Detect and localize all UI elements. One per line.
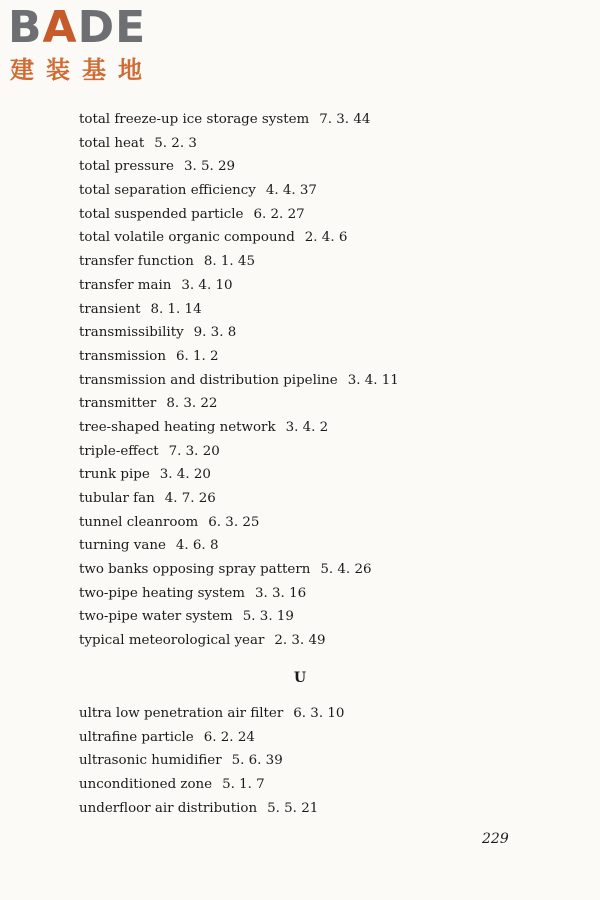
entry-term: transfer function [79, 254, 194, 270]
entry-ref: 3. 4. 2 [285, 419, 329, 435]
index-entries-u [79, 702, 539, 820]
index-entry [79, 749, 539, 773]
entry-ref: 4. 4. 37 [265, 183, 317, 199]
entry-term: tunnel cleanroom [79, 514, 199, 530]
entry-term: tree-shaped heating network [79, 419, 276, 435]
entry-term: two-pipe heating system [79, 585, 245, 601]
entry-ref: 5. 3. 19 [242, 609, 294, 625]
entry-term: tubular fan [79, 491, 155, 506]
index-entry [79, 108, 539, 132]
entry-term: ultrafine particle [79, 729, 194, 745]
index-entry [79, 155, 539, 179]
logo [8, 2, 178, 88]
entry-ref: 6. 1. 2 [175, 348, 219, 364]
index-entry [79, 132, 539, 156]
entry-term: two-pipe water system [79, 609, 233, 625]
entry-ref: 6. 3. 10 [293, 706, 345, 721]
entry-term: total volatile organic compound [79, 230, 295, 246]
entry-term: transient [79, 301, 141, 317]
entry-ref: 3. 4. 20 [159, 467, 211, 483]
entry-ref: 9. 3. 8 [193, 325, 237, 341]
index-entry [79, 558, 539, 582]
index-entry [79, 534, 539, 558]
entry-ref: 5. 4. 26 [320, 562, 372, 578]
index-entry [79, 463, 539, 487]
entry-ref: 5. 1. 7 [222, 777, 265, 793]
entry-ref: 7. 3. 44 [319, 112, 371, 127]
index-entry [79, 179, 539, 203]
entry-term: typical meteorological year [79, 633, 265, 649]
index-entry [79, 345, 539, 369]
logo-letter-b: B [8, 2, 43, 53]
entry-ref: 6. 2. 24 [203, 729, 255, 745]
entry-ref: 8. 1. 14 [150, 301, 202, 317]
index-entry [79, 582, 539, 606]
entry-term: transmission and distribution pipeline [79, 372, 338, 388]
entry-term: underfloor air distribution [79, 800, 258, 816]
index-entry [79, 773, 539, 797]
entry-ref: 3. 3. 16 [255, 585, 307, 601]
entry-term: ultrasonic humidifier [79, 753, 222, 769]
index-entry [79, 487, 539, 511]
entry-ref: 2. 3. 49 [274, 633, 326, 649]
index-entry [79, 726, 539, 750]
entry-ref: 2. 4. 6 [304, 230, 348, 246]
index-entry [79, 250, 539, 274]
index-entry [79, 369, 539, 393]
entry-term: transmission [79, 348, 166, 364]
entry-term: transmissibility [79, 325, 184, 341]
entry-ref: 6. 2. 27 [253, 206, 305, 222]
index-entry [79, 605, 539, 629]
index-entry [79, 440, 539, 464]
entry-term: total heat [79, 135, 145, 151]
entry-term: total suspended particle [79, 206, 244, 222]
entry-term: triple-effect [79, 443, 159, 459]
index-entry [79, 702, 539, 726]
entry-ref: 4. 7. 26 [164, 491, 216, 506]
entry-term: transfer main [79, 277, 172, 293]
entry-ref: 8. 3. 22 [166, 396, 218, 412]
entry-term: turning vane [79, 538, 166, 554]
entry-ref: 5. 2. 3 [154, 135, 197, 151]
logo-chinese-text: 建装基地 [10, 56, 154, 84]
logo-letters-de: DE [77, 2, 147, 53]
entry-term: two banks opposing spray pattern [79, 562, 311, 578]
entry-ref: 5. 5. 21 [267, 800, 319, 816]
entry-term: unconditioned zone [79, 777, 213, 793]
entry-term: transmitter [79, 396, 157, 412]
index-entry [79, 321, 539, 345]
entry-term: total pressure [79, 159, 174, 175]
index-entry [79, 203, 539, 227]
entry-ref: 3. 4. 10 [181, 277, 233, 293]
entry-ref: 7. 3. 20 [168, 443, 220, 459]
entry-term: total freeze-up ice storage system [79, 112, 310, 127]
page-number: 229 [482, 831, 509, 847]
index-entry [79, 629, 539, 653]
index-entry [79, 392, 539, 416]
logo-letter-a: A [42, 2, 78, 53]
logo-wordmark [8, 2, 147, 53]
entry-ref: 4. 6. 8 [175, 538, 219, 554]
index-entry [79, 416, 539, 440]
index-entries-t [79, 108, 539, 653]
entry-ref: 3. 5. 29 [183, 159, 236, 175]
entry-term: ultra low penetration air filter [79, 706, 284, 721]
entry-ref: 5. 6. 39 [231, 753, 283, 769]
entry-term: trunk pipe [79, 467, 150, 483]
entry-term: total separation efficiency [79, 183, 256, 199]
entry-ref: 3. 4. 11 [347, 372, 399, 388]
section-heading-u: U [293, 670, 307, 686]
index-entry [79, 274, 539, 298]
entry-ref: 6. 3. 25 [208, 514, 260, 530]
index-entry [79, 511, 539, 535]
index-entry [79, 797, 539, 821]
index-entry [79, 226, 539, 250]
entry-ref: 8. 1. 45 [203, 254, 255, 270]
index-entry [79, 298, 539, 322]
